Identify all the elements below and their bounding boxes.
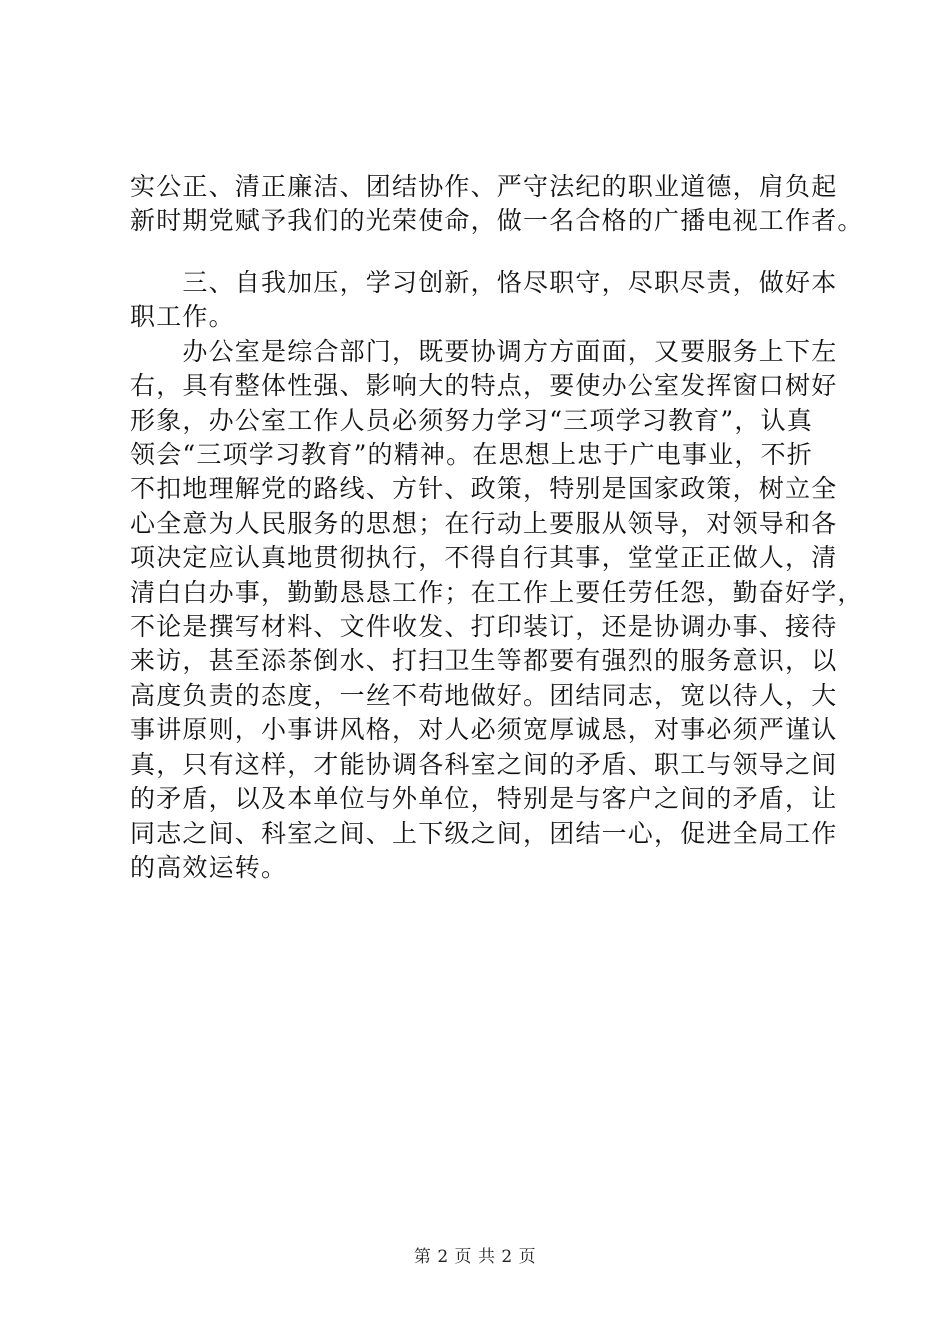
text-line: 的高效运转。 xyxy=(130,852,288,882)
text-line: 新时期党赋予我们的光荣使命，做一名合格的广播电视工作者。 xyxy=(130,206,864,236)
text-line: 实公正、清正廉洁、团结协作、严守法纪的职业道德，肩负起 xyxy=(130,172,838,201)
text-line: 不扣地理解党的路线、方针、政策，特别是国家政策，树立全 xyxy=(130,474,838,504)
page-number-footer: 第 2 页 共 2 页 xyxy=(413,1247,537,1267)
section-three xyxy=(130,266,864,885)
paragraph-continuation xyxy=(130,170,864,239)
text-line: 高度负责的态度，一丝不苟地做好。团结同志，宽以待人，大 xyxy=(130,680,838,710)
text-line: 领会“三项学习教育”的精神。在思想上忠于广电事业，不折 xyxy=(130,440,813,470)
text-line: 不论是撰写材料、文件收发、打印装订，还是协调办事、接待 xyxy=(130,612,838,642)
text-line: 真，只有这样，才能协调各科室之间的矛盾、职工与领导之间 xyxy=(130,749,838,779)
text-line: 清白白办事，勤勤恳恳工作；在工作上要任劳任怨，勤奋好学， xyxy=(130,577,864,607)
text-line: 办公室是综合部门，既要协调方方面面，又要服务上下左 xyxy=(130,336,838,366)
text-line: 事讲原则，小事讲风格，对人必须宽厚诚恳，对事必须严谨认 xyxy=(130,715,838,745)
text-line: 同志之间、科室之间、上下级之间，团结一心，促进全局工作 xyxy=(130,818,838,848)
text-line: 右，具有整体性强、影响大的特点，要使办公室发挥窗口树好 xyxy=(130,371,838,401)
text-line: 形象，办公室工作人员必须努力学习“三项学习教育”，认真 xyxy=(130,405,813,435)
text-line: 来访，甚至添茶倒水、打扫卫生等都要有强烈的服务意识，以 xyxy=(130,646,838,676)
section-heading: 三、自我加压，学习创新，恪尽职守，尽职尽责，做好本 xyxy=(130,268,838,297)
text-line: 心全意为人民服务的思想；在行动上要服从领导，对领导和各 xyxy=(130,508,838,538)
text-line: 项决定应认真地贯彻执行，不得自行其事，堂堂正正做人，清 xyxy=(130,543,838,573)
text-line: 的矛盾，以及本单位与外单位，特别是与客户之间的矛盾，让 xyxy=(130,784,838,814)
section-heading: 职工作。 xyxy=(130,302,235,332)
